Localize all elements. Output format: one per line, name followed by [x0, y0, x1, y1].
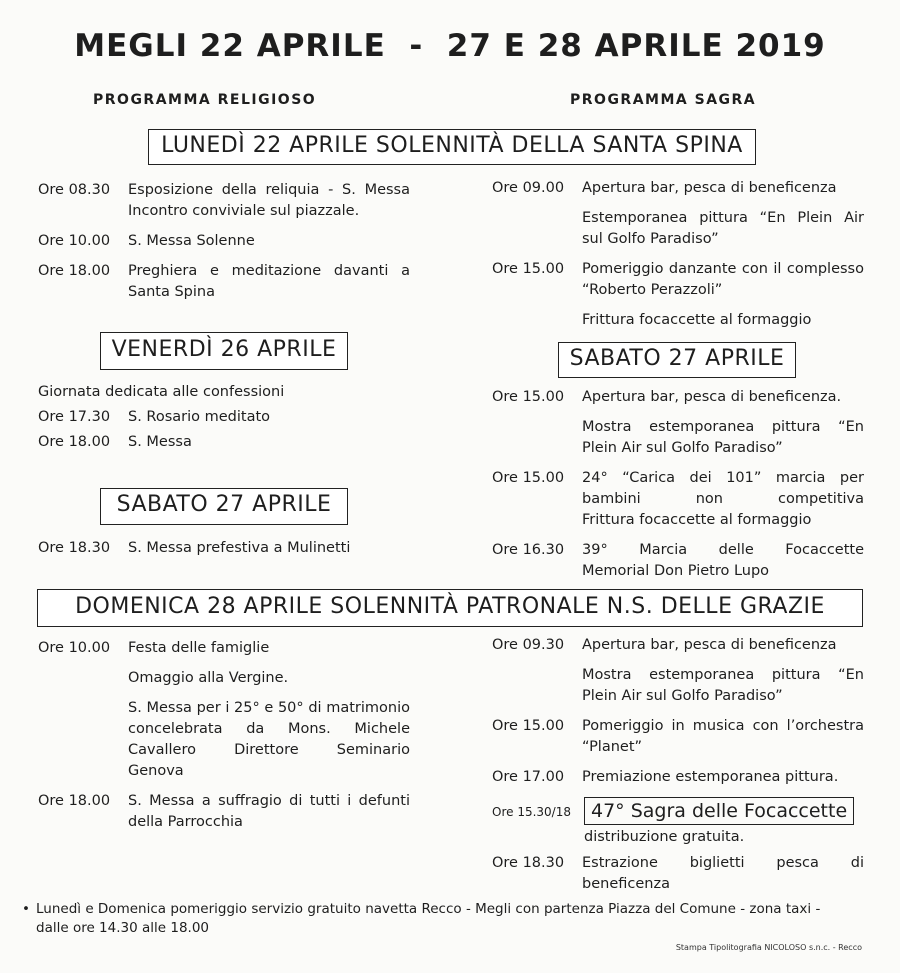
event-line: Memorial Don Pietro Lupo — [582, 563, 770, 579]
event-line: beneficenza — [582, 876, 670, 892]
monday-religious-list — [38, 180, 410, 312]
schedule-item — [492, 417, 864, 459]
confession-day-note: Giornata dedicata alle confessioni — [38, 384, 285, 400]
event-time: Ore 08.30 — [38, 182, 111, 198]
event-description — [582, 387, 864, 408]
bullet-icon: • — [22, 901, 30, 917]
event-time: Ore 16.30 — [492, 542, 565, 558]
event-description — [582, 259, 864, 301]
event-description — [128, 432, 410, 453]
event-line: Plein Air sul Golfo Paradiso” — [582, 688, 783, 704]
event-time: Ore 18.30 — [492, 855, 565, 871]
event-line: della Parrocchia — [128, 814, 243, 830]
event-description — [582, 540, 864, 582]
event-line: “Roberto Perazzoli” — [582, 282, 723, 298]
schedule-item — [492, 259, 864, 301]
event-description — [582, 635, 864, 656]
friday-events — [38, 407, 410, 453]
event-description — [582, 767, 864, 788]
monday-festival-list — [492, 178, 864, 340]
event-line: concelebrata da Mons. Michele — [128, 721, 410, 737]
saturday-festival-banner: SABATO 27 APRILE — [558, 342, 796, 378]
event-description — [582, 716, 864, 758]
event-line: Mostra estemporanea pittura “En — [582, 419, 864, 435]
schedule-item — [492, 208, 864, 250]
schedule-item — [492, 767, 864, 788]
event-time — [38, 668, 128, 689]
festival-program-heading: PROGRAMMA SAGRA — [570, 92, 757, 108]
event-line: Estrazione biglietti pesca di — [582, 855, 864, 871]
sagra-focaccette-title: 47° Sagra delle Focaccette — [584, 797, 854, 825]
event-line: Apertura bar, pesca di beneficenza — [582, 180, 837, 196]
event-time: Ore 09.00 — [492, 180, 565, 196]
schedule-item — [492, 310, 864, 331]
event-time: Ore 10.00 — [38, 233, 111, 249]
event-time — [38, 698, 128, 782]
event-description — [128, 180, 410, 222]
event-line: Genova — [128, 763, 184, 779]
sunday-festival-column — [492, 635, 864, 904]
event-line: S. Rosario meditato — [128, 409, 271, 425]
schedule-item — [492, 540, 864, 582]
event-line: S. Messa prefestiva a Mulinetti — [128, 540, 351, 556]
event-time: Ore 18.00 — [38, 793, 111, 809]
event-line: Plein Air sul Golfo Paradiso” — [582, 440, 783, 456]
schedule-item — [492, 387, 864, 408]
event-line: 39° Marcia delle Focaccette — [582, 542, 864, 558]
friday-banner: VENERDÌ 26 APRILE — [100, 332, 348, 370]
event-line: Frittura focaccette al formaggio — [582, 312, 812, 328]
shuttle-note-line-1: Lunedì e Domenica pomeriggio servizio gratuito navetta Recco - Megli con partenza Piazza del Comune - zona taxi - — [36, 901, 821, 917]
event-line: sul Golfo Paradiso” — [582, 231, 719, 247]
schedule-item — [38, 432, 410, 453]
schedule-item — [38, 261, 410, 303]
event-line: Apertura bar, pesca di beneficenza — [582, 637, 837, 653]
schedule-item — [38, 231, 410, 252]
event-line: 24° “Carica dei 101” marcia per — [582, 470, 864, 486]
event-line: S. Messa a suffragio di tutti i defunti — [128, 793, 410, 809]
footer-note — [22, 900, 874, 938]
raffle-event — [492, 853, 864, 895]
event-description — [582, 665, 864, 707]
event-line: Omaggio alla Vergine. — [128, 670, 289, 686]
event-time: Ore 15.30/18 — [492, 805, 571, 819]
sagra-focaccette-note: distribuzione gratuita. — [584, 829, 745, 845]
event-time: Ore 18.00 — [38, 263, 111, 279]
event-line: Pomeriggio in musica con l’orchestra — [582, 718, 864, 734]
saturday-religious-list — [38, 538, 410, 568]
event-time: Ore 15.00 — [492, 389, 565, 405]
event-description — [128, 668, 410, 689]
event-time: Ore 15.00 — [492, 261, 565, 277]
event-description — [582, 310, 864, 331]
event-description — [128, 791, 410, 833]
event-description — [128, 698, 410, 782]
schedule-item — [492, 178, 864, 199]
schedule-item — [38, 407, 410, 428]
event-line: Apertura bar, pesca di beneficenza. — [582, 389, 842, 405]
shuttle-note-line-2: dalle ore 14.30 alle 18.00 — [36, 920, 210, 936]
schedule-item — [38, 638, 410, 659]
event-line: Frittura focaccette al formaggio — [582, 512, 812, 528]
friday-religious-list — [38, 382, 410, 457]
event-time: Ore 15.00 — [492, 718, 565, 734]
event-time: Ore 15.00 — [492, 470, 565, 486]
page-title: MEGLI 22 APRILE - 27 E 28 APRILE 2019 — [74, 28, 826, 64]
event-time — [492, 417, 582, 459]
event-time: Ore 10.00 — [38, 640, 111, 656]
event-line: bambini non competitiva — [582, 491, 864, 507]
event-line: Festa delle famiglie — [128, 640, 270, 656]
event-description — [582, 417, 864, 459]
schedule-item — [38, 668, 410, 689]
event-time — [492, 665, 582, 707]
schedule-item — [492, 635, 864, 656]
event-description — [128, 638, 410, 659]
event-time — [492, 310, 582, 331]
event-description — [128, 261, 410, 303]
schedule-item — [492, 468, 864, 531]
event-line: Pomeriggio danzante con il complesso — [582, 261, 864, 277]
event-line: Cavallero Direttore Seminario — [128, 742, 410, 758]
schedule-item — [492, 665, 864, 707]
event-line: Mostra estemporanea pittura “En — [582, 667, 864, 683]
sunday-banner: DOMENICA 28 APRILE SOLENNITÀ PATRONALE N.S. DELLE GRAZIE — [37, 589, 863, 627]
saturday-festival-list — [492, 387, 864, 591]
schedule-item — [38, 180, 410, 222]
event-line: Santa Spina — [128, 284, 215, 300]
schedule-item — [492, 716, 864, 758]
event-description — [128, 231, 410, 252]
event-line: S. Messa per i 25° e 50° di matrimonio — [128, 700, 410, 716]
printer-credit: Stampa Tipolitografia NICOLOSO s.n.c. - Recco — [675, 943, 862, 952]
event-line: S. Messa — [128, 434, 192, 450]
event-line: Incontro conviviale sul piazzale. — [128, 203, 360, 219]
event-description — [128, 538, 410, 559]
event-time: Ore 18.30 — [38, 540, 111, 556]
event-time: Ore 17.30 — [38, 409, 111, 425]
event-line: Estemporanea pittura “En Plein Air — [582, 210, 864, 226]
event-description — [582, 178, 864, 199]
event-line: S. Messa Solenne — [128, 233, 255, 249]
monday-banner: LUNEDÌ 22 APRILE SOLENNITÀ DELLA SANTA SPINA — [148, 129, 756, 165]
event-line: Esposizione della reliquia - S. Messa — [128, 182, 410, 198]
event-line: Preghiera e meditazione davanti a — [128, 263, 410, 279]
event-time: Ore 09.30 — [492, 637, 565, 653]
event-line: “Planet” — [582, 739, 643, 755]
sagra-focaccette-event — [492, 797, 864, 848]
event-line: Premiazione estemporanea pittura. — [582, 769, 839, 785]
sunday-festival-list — [492, 635, 864, 788]
event-time: Ore 17.00 — [492, 769, 565, 785]
schedule-item — [38, 538, 410, 559]
event-time: Ore 18.00 — [38, 434, 111, 450]
event-description — [582, 468, 864, 531]
sunday-religious-list — [38, 638, 410, 842]
schedule-item — [38, 698, 410, 782]
schedule-item — [38, 791, 410, 833]
event-time — [492, 208, 582, 250]
saturday-religious-banner: SABATO 27 APRILE — [100, 488, 348, 525]
event-description — [128, 407, 410, 428]
religious-program-heading: PROGRAMMA RELIGIOSO — [93, 92, 317, 108]
event-description — [582, 208, 864, 250]
